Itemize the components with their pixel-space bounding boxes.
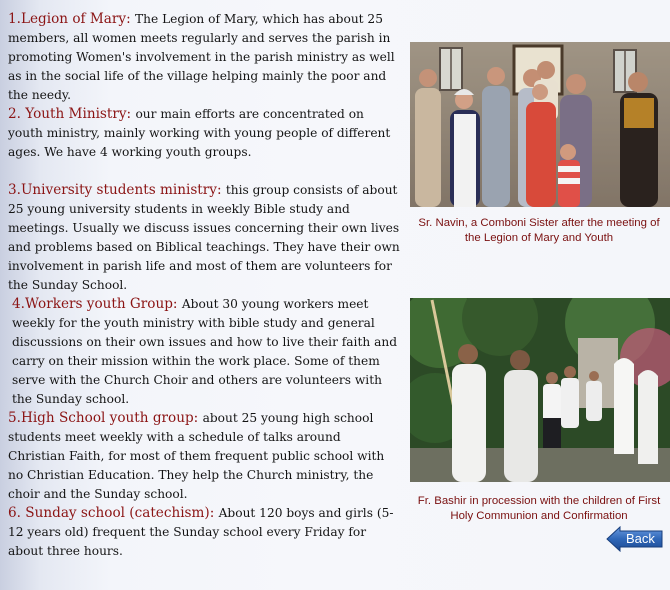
section-sunday-school <box>8 504 400 561</box>
section-heading: 6. Sunday school (catechism): <box>8 505 219 521</box>
section-workers-youth <box>12 295 400 409</box>
section-heading: 1.Legion of Mary: <box>8 11 135 27</box>
back-button-label: Back <box>626 531 655 546</box>
section-heading: 2. Youth Ministry: <box>8 106 136 122</box>
procession-photo <box>410 298 670 482</box>
section-body: About 120 boys and girls (5-12 years old) frequent the Sunday school every Friday for about three hours. <box>8 506 394 558</box>
section-body: this group consists of about 25 young university students in weekly Bible study and meetings. Usually we discuss issues concerning their own lives and problems based on Biblical teachings. They have their own involvement in parish life and most of them are volunteers for the Sunday School. <box>8 183 400 292</box>
section-heading: 3.University students ministry: <box>8 182 226 198</box>
section-heading: 4.Workers youth Group: <box>12 296 182 312</box>
legion-of-mary-caption: Sr. Navin, a Comboni Sister after the meeting of the Legion of Mary and Youth <box>418 217 660 244</box>
section-legion-of-mary <box>8 10 400 105</box>
section-body: About 30 young workers meet weekly for the youth ministry with bible study and general discussions on their own issues and how to live their faith and carry on their mission within the work place. Some of them serve with the Church Choir and others are volunteers with the Sunday school. <box>12 297 397 406</box>
procession-photo-image <box>410 298 670 482</box>
procession-caption: Fr. Bashir in procession with the children of First Holy Communion and Confirmation <box>417 495 661 522</box>
section-body: The Legion of Mary, which has about 25 members, all women meets regularly and serves the parish in promoting Women's involvement in the parish ministry as well as in the social life of the village helping mainly the poor and the needy. <box>8 12 395 102</box>
legion-of-mary-photo <box>410 42 670 207</box>
legion-of-mary-photo-image <box>410 42 670 207</box>
section-body: about 25 young high school students meet weekly with a schedule of talks around Christian Faith, for most of them frequent public school with no Christian Education. They help the Church ministry, the choir and the Sunday school. <box>8 411 385 501</box>
section-high-school-youth <box>8 409 400 504</box>
section-heading: 5.High School youth group: <box>8 410 203 426</box>
section-university-students <box>8 181 400 295</box>
section-body: our main efforts are concentrated on youth ministry, mainly working with young people of different ages. We have 4 working youth groups. <box>8 107 391 159</box>
back-button[interactable] <box>606 526 664 552</box>
section-youth-ministry <box>8 105 400 162</box>
